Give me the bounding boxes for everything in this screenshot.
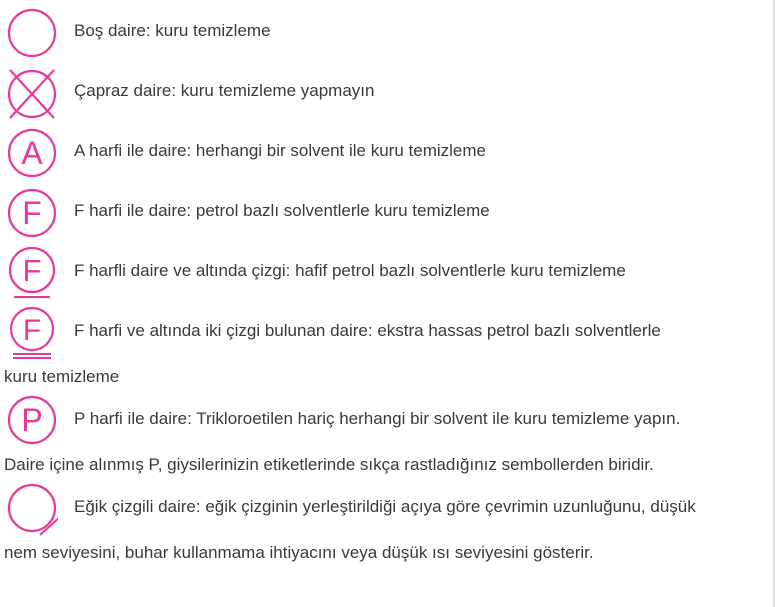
symbol-description: A harfi ile daire: herhangi bir solvent ile kuru temizleme xyxy=(74,141,486,160)
symbol-description: F harfli daire ve altında çizgi: hafif petrol bazlı solventlerle kuru temizleme xyxy=(74,261,626,280)
slashed-circle-icon xyxy=(6,481,58,537)
circle-a-icon xyxy=(6,125,58,181)
circle-f-icon xyxy=(6,185,58,241)
symbol-letter: F xyxy=(22,314,42,347)
circle-f-double-underline-icon xyxy=(6,304,58,360)
circle-f-underline-icon xyxy=(6,243,58,299)
symbol-letter: A xyxy=(21,135,43,171)
symbol-letter: F xyxy=(22,195,42,231)
symbol-description: F harfi ve altında iki çizgi bulunan daire: ekstra hassas petrol bazlı solventlerle xyxy=(74,321,661,340)
symbol-letter: F xyxy=(22,253,42,288)
crossed-circle-icon xyxy=(6,66,58,122)
symbol-description: Boş daire: kuru temizleme xyxy=(74,21,271,40)
symbol-letter: P xyxy=(21,402,43,438)
empty-circle-icon xyxy=(6,5,58,61)
symbol-description: Eğik çizgili daire: eğik çizginin yerleştirildiği açıya göre çevrimin uzunluğunu, düşük xyxy=(74,497,696,516)
symbol-description-continuation: kuru temizleme xyxy=(4,367,120,386)
symbol-description: Çapraz daire: kuru temizleme yapmayın xyxy=(74,81,375,100)
symbol-description-continuation: nem seviyesini, buhar kullanmama ihtiyacını veya düşük ısı seviyesini gösterir. xyxy=(4,543,594,562)
symbol-description-continuation: Daire içine alınmış P, giysilerinizin etiketlerinde sıkça rastladığınız sembollerden biridir. xyxy=(4,455,654,474)
circle-p-icon xyxy=(6,392,58,448)
symbol-description: F harfi ile daire: petrol bazlı solventlerle kuru temizleme xyxy=(74,201,490,220)
symbol-description: P harfi ile daire: Trikloroetilen hariç herhangi bir solvent ile kuru temizleme yapın. xyxy=(74,409,681,428)
